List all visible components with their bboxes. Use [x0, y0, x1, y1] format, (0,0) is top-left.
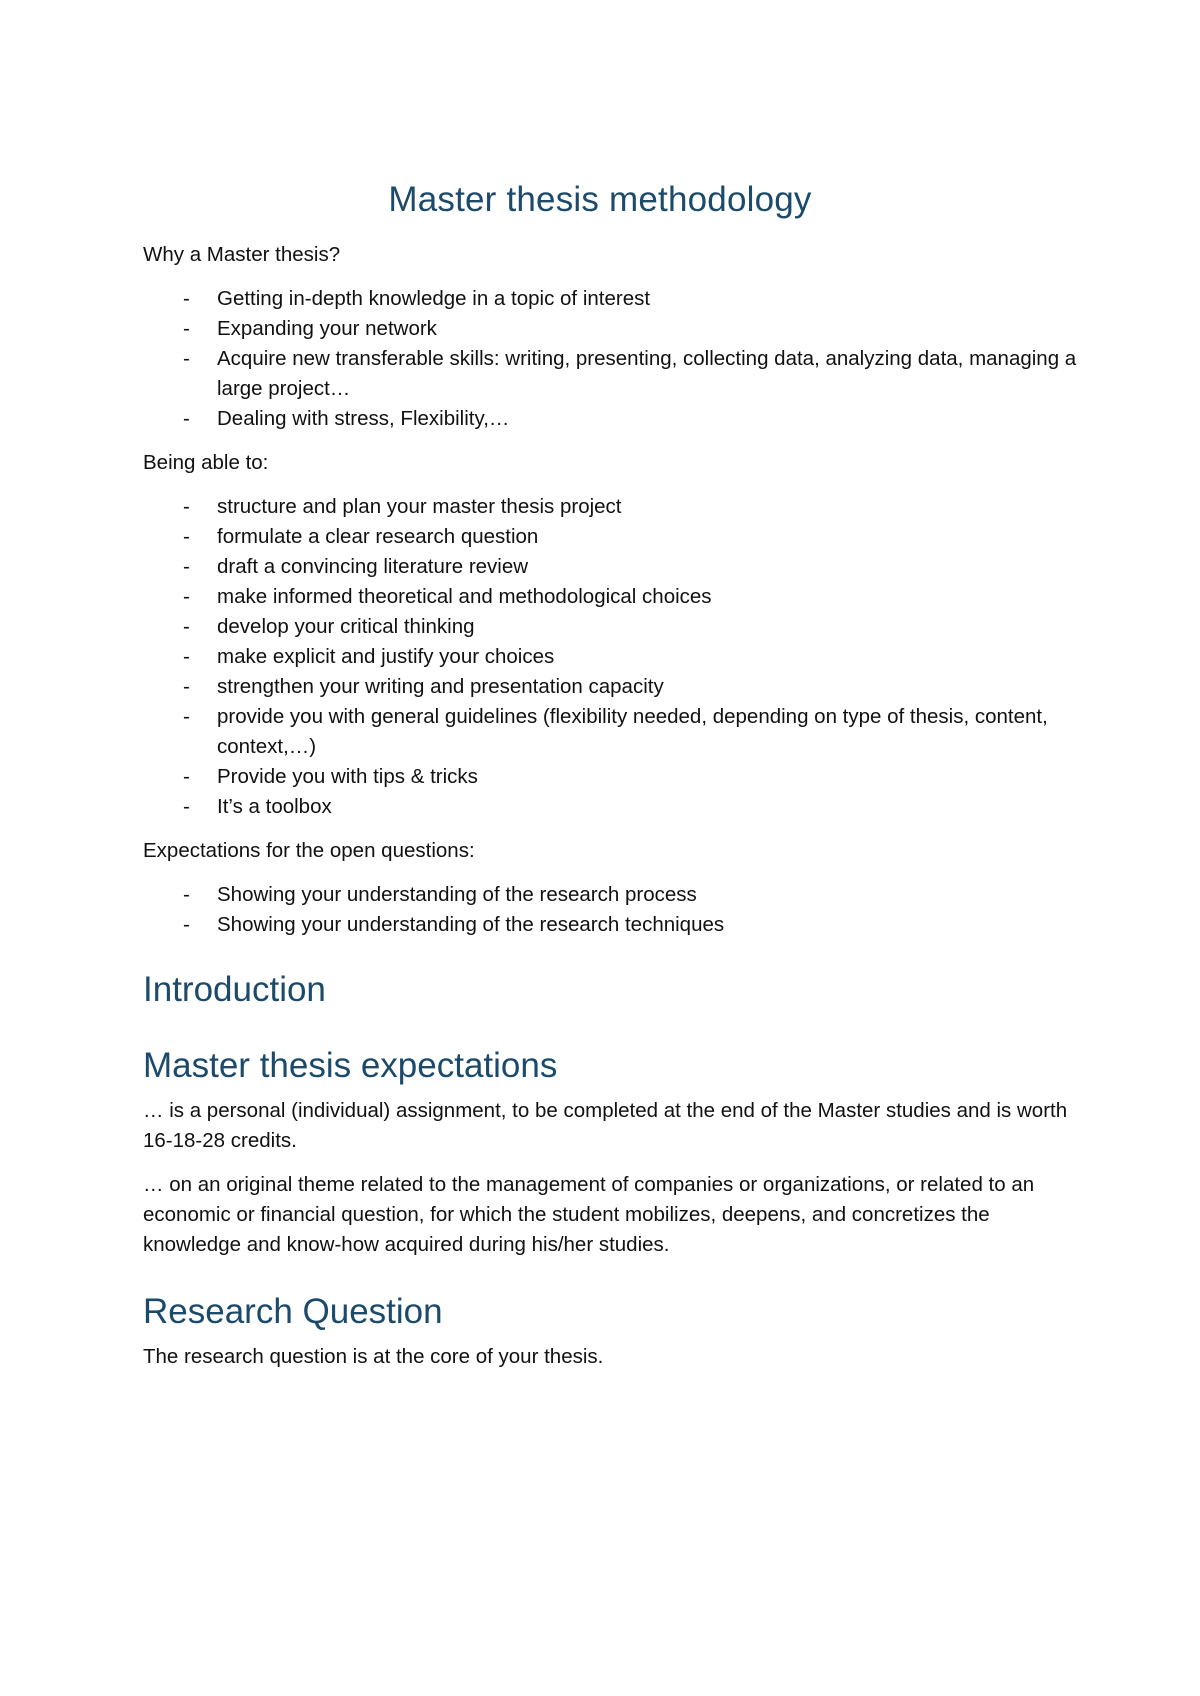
list-item: - make informed theoretical and methodological choices — [143, 582, 1083, 612]
bullet-dash: - — [183, 495, 190, 518]
document-body — [143, 240, 1083, 1386]
bullet-dash: - — [183, 525, 190, 548]
list-item: - Showing your understanding of the research process — [143, 880, 1083, 910]
list-item: - Acquire new transferable skills: writing, presenting, collecting data, analyzing data, managing a large project… — [143, 344, 1083, 404]
bullet-dash: - — [183, 555, 190, 578]
bullet-dash: - — [183, 407, 190, 430]
bullet-dash: - — [183, 795, 190, 818]
research-question-paragraph: The research question is at the core of your thesis. — [143, 1345, 604, 1368]
bullet-dash: - — [183, 347, 190, 370]
why-list — [143, 284, 1083, 434]
bullet-dash: - — [183, 675, 190, 698]
open-questions-heading: Expectations for the open questions: — [143, 839, 475, 862]
list-item: - Getting in-depth knowledge in a topic of interest — [143, 284, 1083, 314]
introduction-heading: Introduction — [143, 970, 326, 1009]
bullet-dash: - — [183, 765, 190, 788]
open-questions-list — [143, 880, 1083, 940]
expectations-paragraph: … on an original theme related to the management of companies or organizations, or related to an economic or financial question, for which the student mobilizes, deepens, and concretizes the knowledge and know-how acquired during his/her studies. — [143, 1173, 1035, 1256]
bullet-dash: - — [183, 705, 190, 728]
list-item: - Showing your understanding of the research techniques — [143, 910, 1083, 940]
expectations-heading: Master thesis expectations — [143, 1046, 558, 1085]
list-item: - draft a convincing literature review — [143, 552, 1083, 582]
list-item: - strengthen your writing and presentation capacity — [143, 672, 1083, 702]
list-item: - develop your critical thinking — [143, 612, 1083, 642]
expectations-paragraph: … is a personal (individual) assignment, to be completed at the end of the Master studies and is worth 16-18-28 credits. — [143, 1099, 1068, 1152]
bullet-dash: - — [183, 645, 190, 668]
bullet-dash: - — [183, 287, 190, 310]
list-item: - formulate a clear research question — [143, 522, 1083, 552]
list-item: - Dealing with stress, Flexibility,… — [143, 404, 1083, 434]
research-question-heading: Research Question — [143, 1292, 443, 1331]
able-heading: Being able to: — [143, 451, 269, 474]
why-heading: Why a Master thesis? — [143, 243, 341, 266]
list-item: - It’s a toolbox — [143, 792, 1083, 822]
list-item: - Expanding your network — [143, 314, 1083, 344]
bullet-dash: - — [183, 883, 190, 906]
bullet-dash: - — [183, 585, 190, 608]
list-item: - Provide you with tips & tricks — [143, 762, 1083, 792]
bullet-dash: - — [183, 615, 190, 638]
bullet-dash: - — [183, 913, 190, 936]
list-item: - make explicit and justify your choices — [143, 642, 1083, 672]
list-item: - provide you with general guidelines (flexibility needed, depending on type of thesis, content, context,…) — [143, 702, 1083, 762]
document-title: Master thesis methodology — [388, 180, 812, 219]
bullet-dash: - — [183, 317, 190, 340]
able-list — [143, 492, 1083, 822]
list-item: - structure and plan your master thesis project — [143, 492, 1083, 522]
